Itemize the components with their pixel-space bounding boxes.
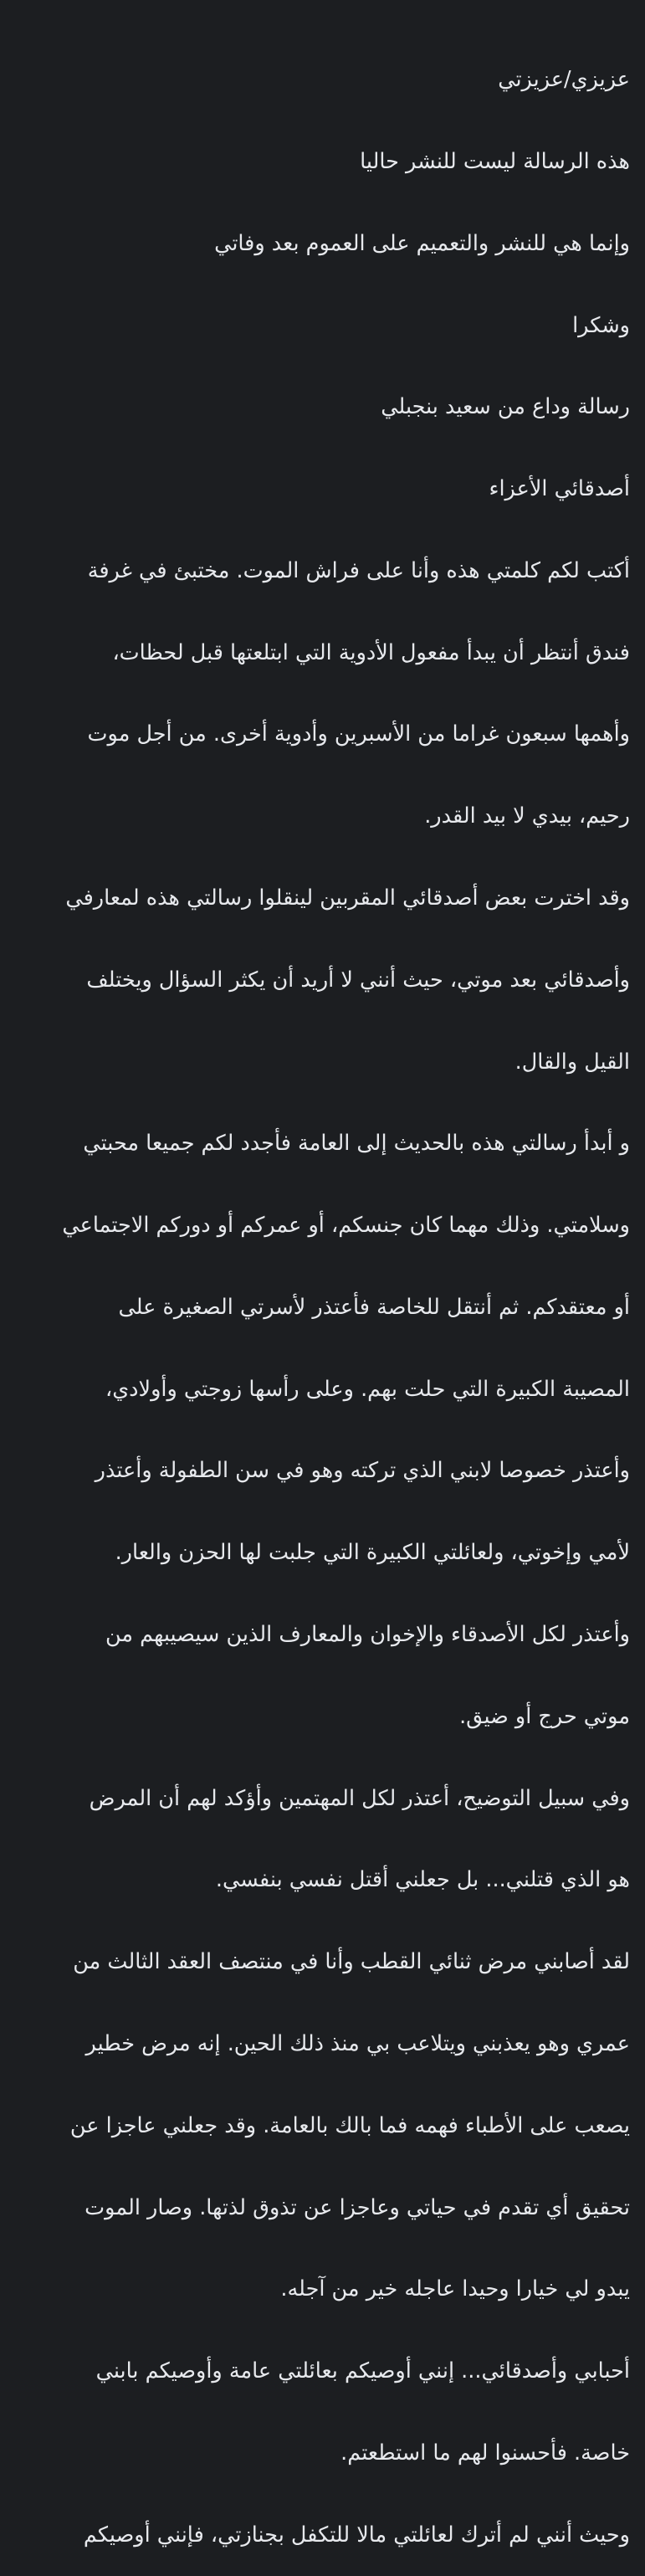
text-line: وأهمها سبعون غراما من الأسبرين وأدوية أخرى. من أجل موت [87,721,630,747]
text-line: وفي سبيل التوضيح، أعتذر لكل المهتمين وأؤكد لهم أن المرض [89,1785,630,1811]
text-line: وقد اخترت بعض أصدقائي المقربين لينقلوا رسالتي هذه لمعارفي [65,885,630,911]
text-line: خاصة. فأحسنوا لهم ما استطعتم. [340,2440,630,2466]
text-line: أو معتقدكم. ثم أنتقل للخاصة فأعتذر لأسرتي الصغيرة على [118,1294,630,1320]
text-line: وأصدقائي بعد موتي، حيث أنني لا أريد أن يكثر السؤال ويختلف [86,967,630,993]
text-line: و أبدأ رسالتي هذه بالحديث إلى العامة فأجدد لكم جميعا محبتي [83,1131,630,1157]
text-line: لقد أصابني مرض ثنائي القطب وأنا في منتصف العقد الثالث من [73,1949,630,1975]
text-line: تحقيق أي تقدم في حياتي وعاجزا عن تذوق لذتها. وصار الموت [84,2194,630,2220]
text-line: أكتب لكم كلمتي هذه وأنا على فراش الموت. مختبئ في غرفة [87,557,630,583]
text-line: موتي حرج أو ضيق. [459,1703,630,1729]
text-line: وأعتذر خصوصا لابني الذي تركته وهو في سن الطفولة وأعتذر [95,1458,630,1484]
text-line: هو الذي قتلني... بل جعلني أقتل نفسي بنفسي. [215,1867,630,1893]
text-line: عمري وهو يعذبني ويتلاعب بي منذ ذلك الحين. إنه مرض خطير [85,2030,630,2056]
text-line: عزيزي/عزيزتي [498,67,630,93]
text-line: المصيبة الكبيرة التي حلت بهم. وعلى رأسها زوجتي وأولادي، [105,1376,630,1402]
text-line: وإنما هي للنشر والتعميم على العموم بعد وفاتي [214,230,630,256]
text-line: فندق أنتظر أن يبدأ مفعول الأدوية التي ابتلعتها قبل لحظات، [112,639,630,665]
text-line: رسالة وداع من سعيد بنجبلي [381,394,630,420]
text-line: وأعتذر لكل الأصدقاء والإخوان والمعارف الذين سيصيبهم من [105,1622,630,1648]
text-line: هذه الرسالة ليست للنشر حاليا [360,148,630,174]
text-line: أحبابي وأصدقائي... إنني أوصيكم بعائلتي عامة وأوصيكم بابني [95,2358,630,2384]
text-line: يبدو لي خيارا وحيدا عاجله خير من آجله. [280,2276,630,2302]
text-line: يصعب على الأطباء فهمه فما بالك بالعامة. وقد جعلني عاجزا عن [69,2112,630,2138]
text-line: وسلامتي. وذلك مهما كان جنسكم، أو عمركم أو دوركم الاجتماعي [62,1213,630,1239]
text-line: رحيم، بيدي لا بيد القدر. [424,803,630,829]
text-line: وحيث أنني لم أترك لعائلتي مالا للتكفل بجنازتي، فإنني أوصيكم [83,2522,630,2548]
text-line: أصدقائي الأعزاء [489,476,630,502]
text-line: وشكرا [572,312,630,338]
text-line: لأمي وإخوتي، ولعائلتي الكبيرة التي جلبت لها الحزن والعار. [115,1540,630,1566]
post-text-body [11,12,630,2576]
text-line: القيل والقال. [514,1049,630,1075]
